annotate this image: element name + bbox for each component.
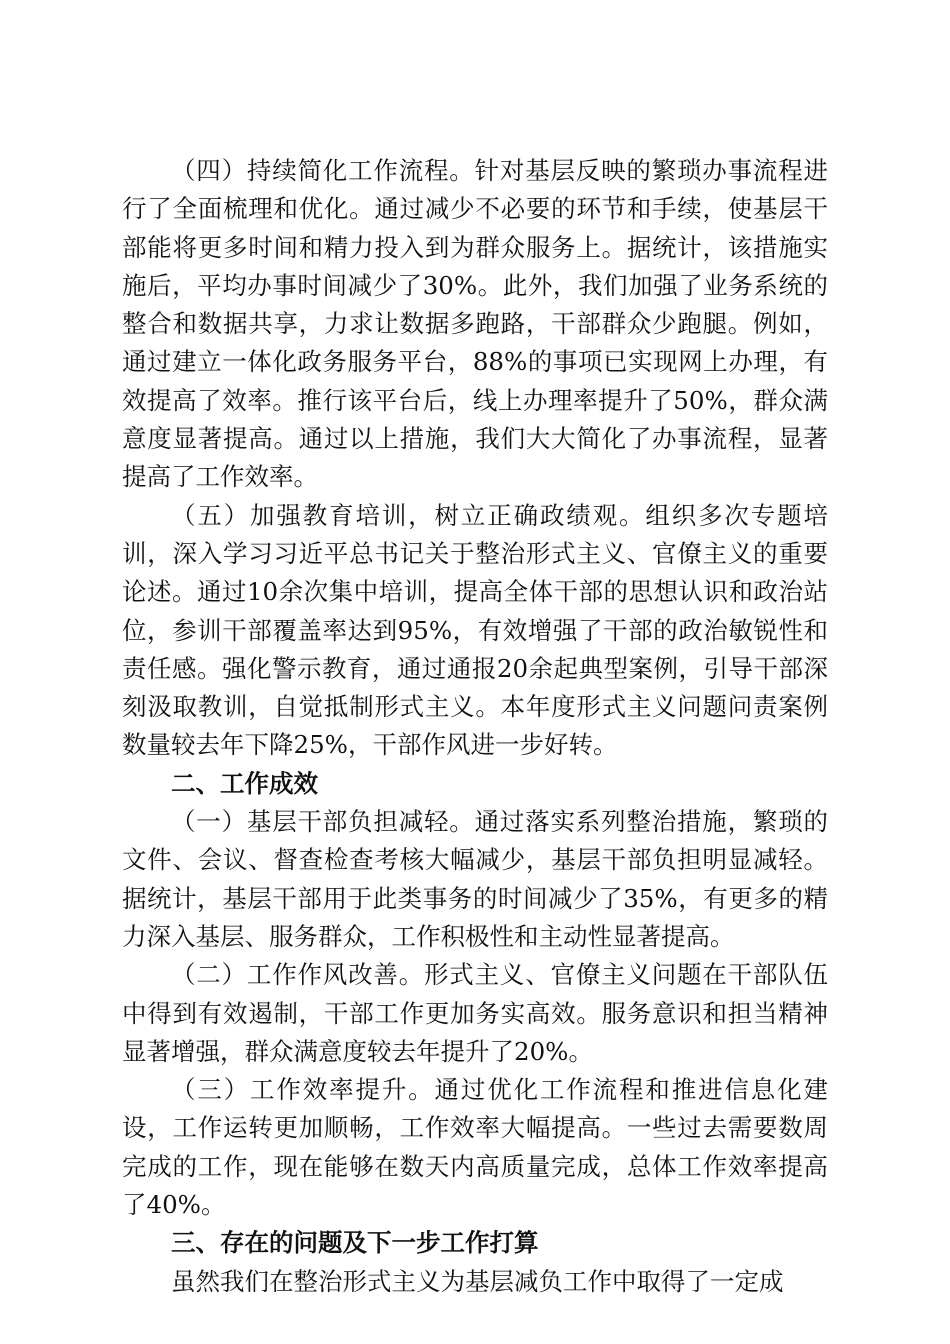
paragraph-education-training: （五）加强教育培训，树立正确政绩观。组织多次专题培训，深入学习习近平总书记关于整治形式主义、官僚主义的重要论述。通过10余次集中培训，提高全体干部的思想认识和政治站位，参训干部覆盖率达到95%，有效增强了干部的政治敏锐性和责任感。强化警示教育，通过通报20余起典型案例，引导干部深刻汲取教训，自觉抵制形式主义。本年度形式主义问题问责案例数量较去年下降25%，干部作风进一步好转。 bbox=[122, 500, 828, 760]
paragraph-style-improved: （二）工作作风改善。形式主义、官僚主义问题在干部队伍中得到有效遏制，干部工作更加务实高效。服务意识和担当精神显著增强，群众满意度较去年提升了20%。 bbox=[122, 960, 828, 1066]
paragraph-efficiency-improved: （三）工作效率提升。通过优化工作流程和推进信息化建设，工作运转更加顺畅，工作效率大幅提高。一些过去需要数周完成的工作，现在能够在数天内高质量完成，总体工作效率提高了40%。 bbox=[122, 1075, 828, 1220]
paragraph-burden-reduced: （一）基层干部负担减轻。通过落实系列整治措施，繁琐的文件、会议、督查检查考核大幅减少，基层干部负担明显减轻。据统计，基层干部用于此类事务的时间减少了35%，有更多的精力深入基层、服务群众，工作积极性和主动性显著提高。 bbox=[122, 807, 828, 951]
heading-problems-next-steps: 三、存在的问题及下一步工作打算 bbox=[171, 1228, 539, 1258]
paragraph-simplify-workflow: （四）持续简化工作流程。针对基层反映的繁琐办事流程进行了全面梳理和优化。通过减少不必要的环节和手续，使基层干部能将更多时间和精力投入到为群众服务上。据统计，该措施实施后，平均办事时间减少了30%。此外，我们加强了业务系统的整合和数据共享，力求让数据多跑路，干部群众少跑腿。例如，通过建立一体化政务服务平台，88%的事项已实现网上办理，有效提高了效率。推行该平台后，线上办理率提升了50%，群众满意度显著提高。通过以上措施，我们大大简化了办事流程，显著提高了工作效率。 bbox=[122, 156, 828, 492]
paragraph-problems-intro: 虽然我们在整治形式主义为基层减负工作中取得了一定成 bbox=[171, 1266, 784, 1296]
document-page bbox=[122, 152, 828, 1301]
heading-work-results: 二、工作成效 bbox=[171, 768, 318, 798]
